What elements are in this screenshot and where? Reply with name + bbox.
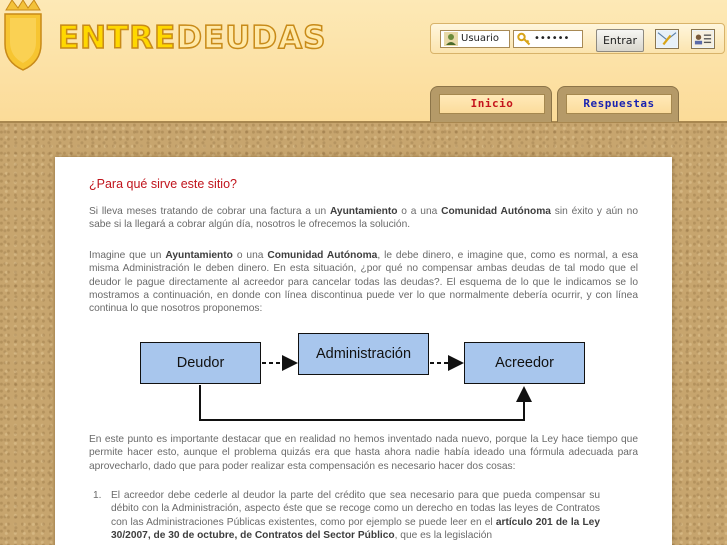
shield-logo-icon[interactable]: [2, 0, 44, 72]
law-reference: artículo 201 de la Ley 30/2007, de 30 de octubre, de Contratos del Sector Público: [111, 516, 601, 541]
password-value: ••••••: [534, 33, 570, 44]
site-logo-text[interactable]: [58, 18, 326, 58]
compensation-diagram: [139, 333, 589, 425]
content-panel: [55, 157, 672, 545]
tab-inicio[interactable]: [430, 86, 552, 122]
logo-text-deudas: DEUDAS: [176, 20, 327, 56]
logo-text-entre: ENTRE: [58, 20, 177, 56]
page-title: ¿Para qué sirve este sitio?: [89, 177, 237, 191]
contact-card-icon[interactable]: [691, 29, 715, 49]
password-input[interactable]: [513, 30, 583, 48]
solid-arrow-deudor-acreedor: [200, 385, 524, 420]
login-form: [430, 23, 725, 54]
intro-paragraph: Si lleva meses tratando de cobrar una factura a un Ayuntamiento o a una Comunidad Autónoma sin éxito y aún no sabe si la llegará a cobrar algún día, nosotros le ofrecemos la solución.: [89, 206, 638, 231]
login-submit-button[interactable]: Entrar: [596, 29, 644, 52]
list-item-number: 1.: [93, 490, 102, 501]
list-item: 1. El acreedor debe cederle al deudor la parte del crédito que sea necesario para que pueda compensar su débito con la Administración, aspecto éste que se recoge como un derecho en todas las leyes de Contratos con las Administraciones Públicas existentes, como por ejemplo se puede leer en el artículo 201 de la Ley 30/2007, de 30 de octubre, de Contratos del Sector Público, que es la legislación: [93, 490, 601, 541]
username-value: Usuario: [461, 33, 500, 44]
tab-respuestas[interactable]: [557, 86, 679, 122]
mail-icon[interactable]: [655, 29, 679, 49]
user-icon: [444, 32, 458, 46]
username-input[interactable]: [440, 30, 510, 48]
diagram-box-deudor: Deudor: [140, 342, 261, 384]
diagram-box-administracion: Administración: [298, 333, 429, 375]
explanation-paragraph: Imagine que un Ayuntamiento o una Comunidad Autónoma, le debe dinero, e imagine que, como es normal, a esa misma Administración le deben dinero. En esta situación, ¿por qué no compensar ambas deudas de tal modo que el deudor le pague directamente al acreedor para cancelar todas las deudas?. El esquema de lo que le indicamos se lo mostramos a continuación, en donde con línea discontinua puede ver lo que normalmente debería ocurrir, y con línea continua lo que nosotros proponemos:: [89, 250, 639, 315]
diagram-box-acreedor: Acreedor: [464, 342, 585, 384]
tab-inicio-label: Inicio: [439, 94, 545, 114]
key-icon: [517, 32, 531, 46]
tab-respuestas-label: Respuestas: [566, 94, 672, 114]
law-paragraph: En este punto es importante destacar que en realidad no hemos inventado nada nuevo, porque la Ley hace tiempo que permite hacer esto, aunque el problema quizás era que hasta ahora nadie había ideado una fórmula adecuada para aprovecharlo, dado que para poder realizar esta compensación es necesario hacer dos cosas:: [89, 434, 638, 472]
